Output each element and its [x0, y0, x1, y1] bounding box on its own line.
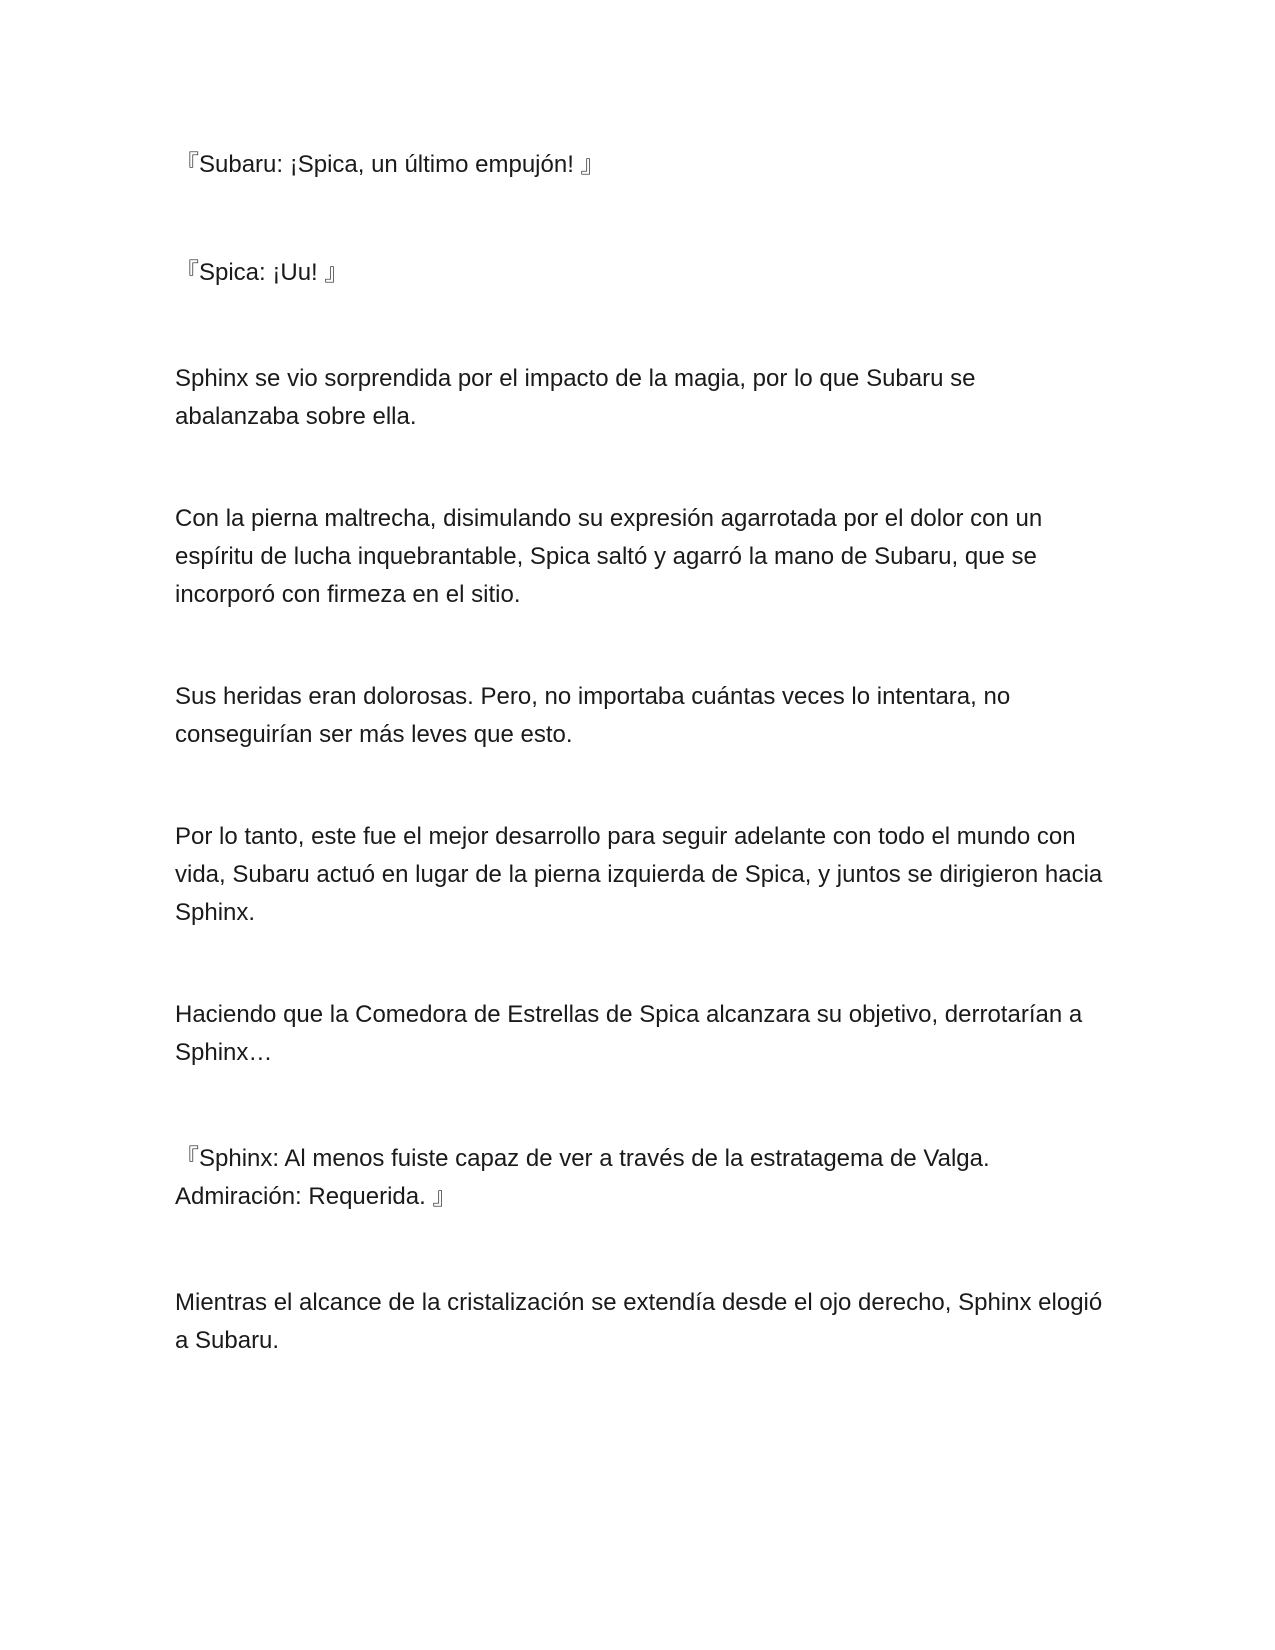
paragraph-narration-5: Haciendo que la Comedora de Estrellas de Spica alcanzara su objetivo, derrotarían a Sphinx…	[175, 1001, 1089, 1066]
paragraph-narration-6: Mientras el alcance de la cristalización se extendía desde el ojo derecho, Sphinx elogió a Subaru.	[175, 1289, 1109, 1354]
paragraph-narration-1: Sphinx se vio sorprendida por el impacto de la magia, por lo que Subaru se abalanzaba sobre ella.	[175, 365, 983, 430]
paragraph-dialogue-sphinx: 『Sphinx: Al menos fuiste capaz de ver a través de la estratagema de Valga. Admiración: Requerida. 』	[175, 1145, 996, 1210]
paragraph-narration-3: Sus heridas eran dolorosas. Pero, no importaba cuántas veces lo intentara, no conseguirían ser más leves que esto.	[175, 683, 1017, 748]
paragraph-dialogue-spica: 『Spica: ¡Uu! 』	[175, 259, 349, 286]
paragraph-narration-4: Por lo tanto, este fue el mejor desarrollo para seguir adelante con todo el mundo con vida, Subaru actuó en lugar de la pierna izquierda de Spica, y juntos se dirigieron hacia Sphinx.	[175, 823, 1109, 926]
paragraph-narration-2: Con la pierna maltrecha, disimulando su expresión agarrotada por el dolor con un espíritu de lucha inquebrantable, Spica saltó y agarró la mano de Subaru, que se incorporó con firmeza en el sitio.	[175, 505, 1049, 608]
paragraph-dialogue-subaru: 『Subaru: ¡Spica, un último empujón! 』	[175, 151, 605, 178]
